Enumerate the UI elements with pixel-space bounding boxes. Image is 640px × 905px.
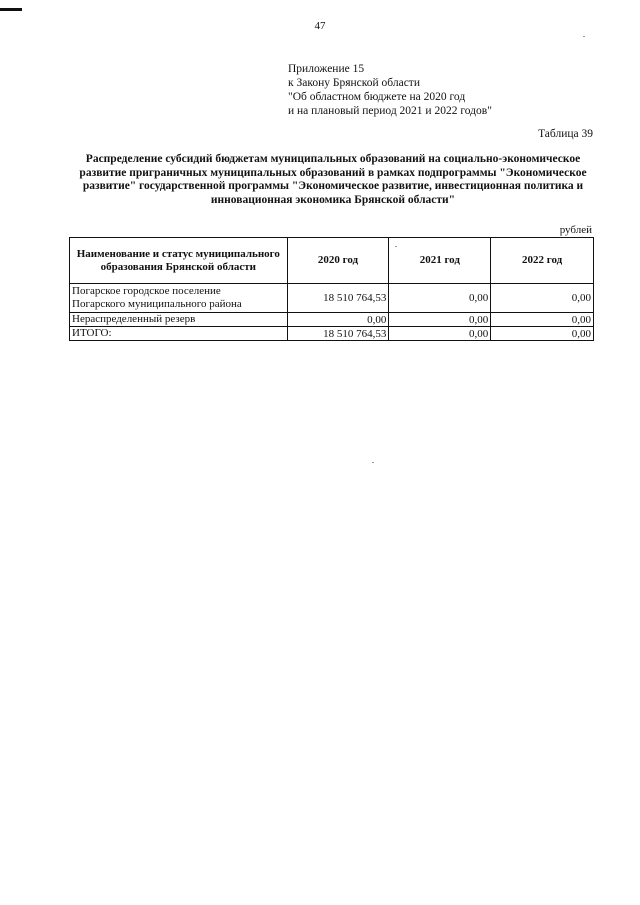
scan-speck [395, 246, 397, 247]
scan-corner-mark [0, 8, 22, 11]
total-label: ИТОГО: [70, 327, 288, 341]
row-name-line-1: Погарское городское поселение [72, 285, 221, 297]
table-row [70, 284, 594, 313]
table-label: Таблица 39 [538, 128, 593, 140]
document-title: Распределение субсидий бюджетам муниципальных образований на социально-экономическое развитие приграничных муниципальных образований в рамках подпрограммы "Экономическое развитие" государственной программы "Экономическое развитие, инвестиционная политика и инновационная экономика Брянской области" [79, 153, 587, 206]
appendix-line-2: к Закону Брянской области [288, 77, 420, 89]
scan-speck [583, 36, 585, 37]
row-value-2020: 18 510 764,53 [287, 284, 389, 313]
row-name-cell [70, 284, 288, 313]
total-value-2020: 18 510 764,53 [287, 327, 389, 341]
table-total-row [70, 327, 594, 341]
units-label: рублей [559, 224, 592, 236]
total-value-2021: 0,00 [389, 327, 491, 341]
row-value-2022: 0,00 [491, 284, 594, 313]
appendix-line-4: и на плановый период 2021 и 2022 годов" [288, 105, 492, 117]
header-2021: 2021 год [389, 238, 491, 284]
row-name-line-2: Погарского муниципального района [72, 298, 242, 310]
appendix-block [288, 62, 492, 118]
table-row [70, 313, 594, 327]
header-2020: 2020 год [287, 238, 389, 284]
row-value-2021: 0,00 [389, 284, 491, 313]
page-number: 47 [314, 20, 326, 32]
total-value-2022: 0,00 [491, 327, 594, 341]
appendix-line-3: "Об областном бюджете на 2020 год [288, 91, 466, 103]
row-value-2020: 0,00 [287, 313, 389, 327]
scan-speck [372, 462, 374, 463]
row-value-2021: 0,00 [389, 313, 491, 327]
subsidy-table [69, 237, 594, 341]
table-header-row [70, 238, 594, 284]
row-value-2022: 0,00 [491, 313, 594, 327]
header-name: Наименование и статус муниципального образования Брянской области [70, 238, 288, 284]
row-name-cell: Нераспределенный резерв [70, 313, 288, 327]
appendix-line-1: Приложение 15 [288, 63, 365, 75]
header-2022: 2022 год [491, 238, 594, 284]
